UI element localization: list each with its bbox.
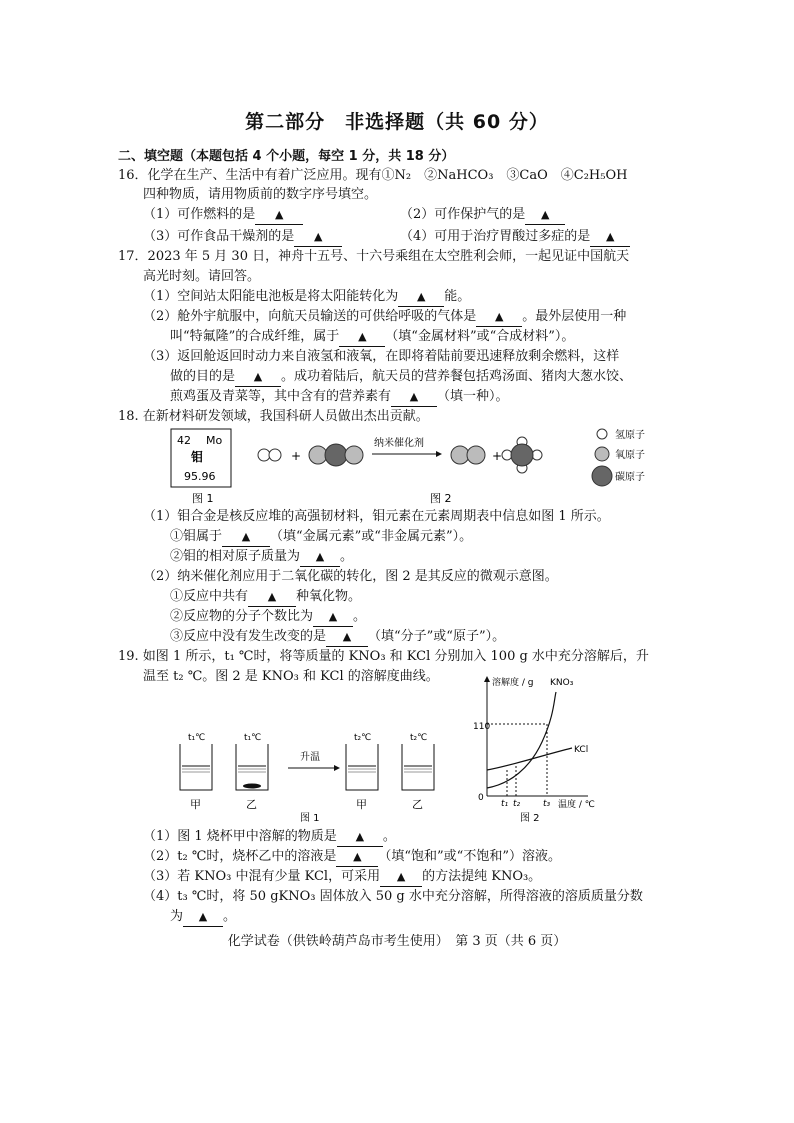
- answer-blank[interactable]: ▲: [222, 528, 270, 547]
- q18-sub2-c: ③反应中没有发生改变的是 ▲ （填“分子”或“原子”）。: [170, 628, 505, 647]
- beaker-temp-label: t₁℃: [244, 733, 262, 743]
- q19-stem: 19. 如图 1 所示，t₁ ℃时，将等质量的 KNO₃ 和 KCl 分别加入 100 g 水中充分溶解后，升: [118, 649, 649, 664]
- answer-blank[interactable]: ▲: [336, 848, 378, 867]
- x-tick-label: t₃: [543, 799, 551, 809]
- q19-sub2: （2）t₂ ℃时，烧杯乙中的溶液是 ▲ （填“饱和”或“不饱和”）溶液。: [143, 848, 561, 867]
- q16-sub1: （1）可作燃料的是 ▲: [143, 206, 303, 225]
- beaker-label: 乙: [412, 798, 423, 811]
- oxygen-molecule: [451, 446, 485, 464]
- beaker-temp-label: t₂℃: [354, 733, 372, 743]
- legend-oxygen: 氧原子: [615, 450, 645, 461]
- y-tick-label: 110: [473, 722, 491, 732]
- section-heading: 二、填空题（本题包括 4 个小题，每空 1 分，共 18 分）: [118, 149, 455, 164]
- section-title: 第二部分 非选择题（共 60 分）: [245, 111, 549, 133]
- atom-legend: [592, 428, 645, 486]
- q16-stem: 16．化学在生产、生活中有着广泛应用。现有①N₂ ②NaHCO₃ ③CaO ④C₂H₅OH: [118, 168, 628, 183]
- q18-sub2-a: ①反应中共有 ▲ 种氧化物。: [170, 588, 361, 607]
- answer-blank[interactable]: ▲: [183, 908, 223, 927]
- fig2-caption: 图 2: [430, 492, 452, 505]
- q17-sub3-cont2: 煎鸡蛋及青菜等，其中含有的营养素有 ▲ （填一种）。: [170, 388, 509, 407]
- hydrogen-molecule: [258, 449, 281, 461]
- q19-sub3: （3）若 KNO₃ 中混有少量 KCl，可采用 ▲ 的方法提纯 KNO₃。: [143, 868, 541, 887]
- beaker-jia-1: [180, 744, 212, 790]
- q16-sub3: （3）可作食品干燥剂的是 ▲: [143, 228, 342, 247]
- chart-xlabel: 温度 / ℃: [558, 800, 595, 810]
- element-symbol: Mo: [206, 434, 223, 447]
- beaker-figure: [170, 728, 460, 823]
- q17-sub2-cont: 叫“特氟隆”的合成纤维，属于 ▲ （填“金属材料”或“合成材料”）。: [170, 328, 574, 347]
- legend-hydrogen: 氢原子: [615, 430, 645, 441]
- heat-arrow: [288, 750, 340, 771]
- q16-sub4: （4）可用于治疗胃酸过多症的是 ▲: [400, 228, 630, 247]
- series-label-kno3: KNO₃: [550, 678, 574, 688]
- q16-sub2: （2）可作保护气的是 ▲: [400, 206, 565, 225]
- reaction-arrow: [372, 436, 442, 457]
- q18-sub1: （1）钼合金是核反应堆的高强韧材料，钼元素在元素周期表中信息如图 1 所示。: [143, 509, 610, 524]
- q17-sub2: （2）舱外宇航服中，向航天员输送的可供给呼吸的气体是 ▲ 。最外层使用一种: [143, 308, 626, 327]
- answer-blank[interactable]: ▲: [476, 308, 522, 327]
- q19-sub1: （1）图 1 烧杯甲中溶解的物质是 ▲ 。: [143, 828, 396, 847]
- answer-blank[interactable]: ▲: [337, 828, 383, 847]
- carbon-dioxide-molecule: [309, 444, 363, 466]
- q17-stem: 17．2023 年 5 月 30 日，神舟十五号、十六号乘组在太空胜利会师，一起见证中国航天: [118, 249, 630, 264]
- q17-stem-2: 高光时刻。请回答。: [143, 269, 261, 284]
- answer-blank[interactable]: ▲: [525, 206, 565, 225]
- legend-carbon: 碳原子: [615, 472, 645, 483]
- q17-sub3: （3）返回舱返回时动力来自液氢和液氧，在即将着陆前要迅速释放剩余燃料，这样: [143, 349, 620, 364]
- q17-sub1: （1）空间站太阳能电池板是将太阳能转化为 ▲ 能。: [143, 288, 470, 307]
- x-tick-label: t₂: [513, 799, 521, 809]
- chart-axes: [484, 676, 588, 796]
- q17-sub3-cont: 做的目的是 ▲ 。成功着陆后，航天员的营养餐包括鸡汤面、猪肉大葱水饺、: [170, 368, 632, 387]
- answer-blank[interactable]: ▲: [248, 588, 296, 607]
- beaker-label: 乙: [246, 798, 257, 811]
- answer-blank[interactable]: ▲: [235, 368, 281, 387]
- answer-blank[interactable]: ▲: [255, 206, 303, 225]
- heat-label: 升温: [300, 752, 320, 763]
- methane-molecule: [502, 437, 542, 473]
- kno3-curve: [487, 692, 556, 788]
- answer-blank[interactable]: ▲: [590, 228, 630, 247]
- element-name: 钼: [191, 450, 204, 464]
- beaker-temp-label: t₂℃: [410, 733, 428, 743]
- q18-sub1-a: ①钼属于 ▲ （填“金属元素”或“非金属元素”）。: [170, 528, 472, 547]
- answer-blank[interactable]: ▲: [326, 628, 368, 647]
- chart-ylabel: 溶解度 / g: [492, 678, 534, 688]
- catalyst-label: 纳米催化剂: [374, 438, 424, 449]
- answer-blank[interactable]: ▲: [300, 548, 340, 567]
- fig1-caption: 图 1: [192, 492, 214, 505]
- q19-stem-2: 温至 t₂ ℃。图 2 是 KNO₃ 和 KCl 的溶解度曲线。: [143, 669, 439, 684]
- kcl-curve: [487, 748, 572, 770]
- beaker-yi-2: [402, 744, 434, 790]
- q18-sub1-b: ②钼的相对原子质量为 ▲ 。: [170, 548, 353, 567]
- answer-blank[interactable]: ▲: [294, 228, 342, 247]
- atomic-number: 42: [177, 434, 191, 447]
- beaker-label: 甲: [356, 798, 367, 811]
- answer-blank[interactable]: ▲: [391, 388, 437, 407]
- fig2-caption: 图 2: [520, 813, 540, 824]
- q18-stem: 18. 在新材料研发领域，我国科研人员做出杰出贡献。: [118, 409, 429, 424]
- q19-sub4-cont: 为 ▲ 。: [170, 908, 236, 927]
- q16-stem-2: 四种物质，请用物质前的数字序号填空。: [143, 187, 378, 202]
- beaker-label: 甲: [190, 798, 201, 811]
- plus-sign: +: [492, 449, 503, 463]
- answer-blank[interactable]: ▲: [398, 288, 444, 307]
- series-label-kcl: KCl: [574, 745, 589, 755]
- plus-sign: +: [291, 449, 302, 463]
- q18-sub2: （2）纳米催化剂应用于二氧化碳的转化，图 2 是其反应的微观示意图。: [143, 569, 558, 584]
- beaker-temp-label: t₁℃: [188, 733, 206, 743]
- answer-blank[interactable]: ▲: [313, 608, 353, 627]
- q19-sub4: （4）t₃ ℃时，将 50 gKNO₃ 固体放入 50 g 水中充分溶解，所得溶液的溶质质量分数: [143, 889, 643, 904]
- beaker-jia-2: [346, 744, 378, 790]
- answer-blank[interactable]: ▲: [339, 328, 385, 347]
- fig1-caption: 图 1: [300, 813, 320, 823]
- atomic-mass: 95.96: [184, 470, 216, 483]
- solubility-chart: [470, 672, 620, 824]
- q18-figures: [160, 428, 670, 508]
- beaker-yi-1: [236, 744, 268, 790]
- page-footer: 化学试卷（供铁岭葫芦岛市考生使用） 第 3 页（共 6 页）: [227, 934, 567, 949]
- x-tick-label: t₁: [501, 799, 509, 809]
- q18-sub2-b: ②反应物的分子个数比为 ▲ 。: [170, 608, 366, 627]
- origin-label: 0: [478, 793, 484, 803]
- answer-blank[interactable]: ▲: [380, 868, 422, 887]
